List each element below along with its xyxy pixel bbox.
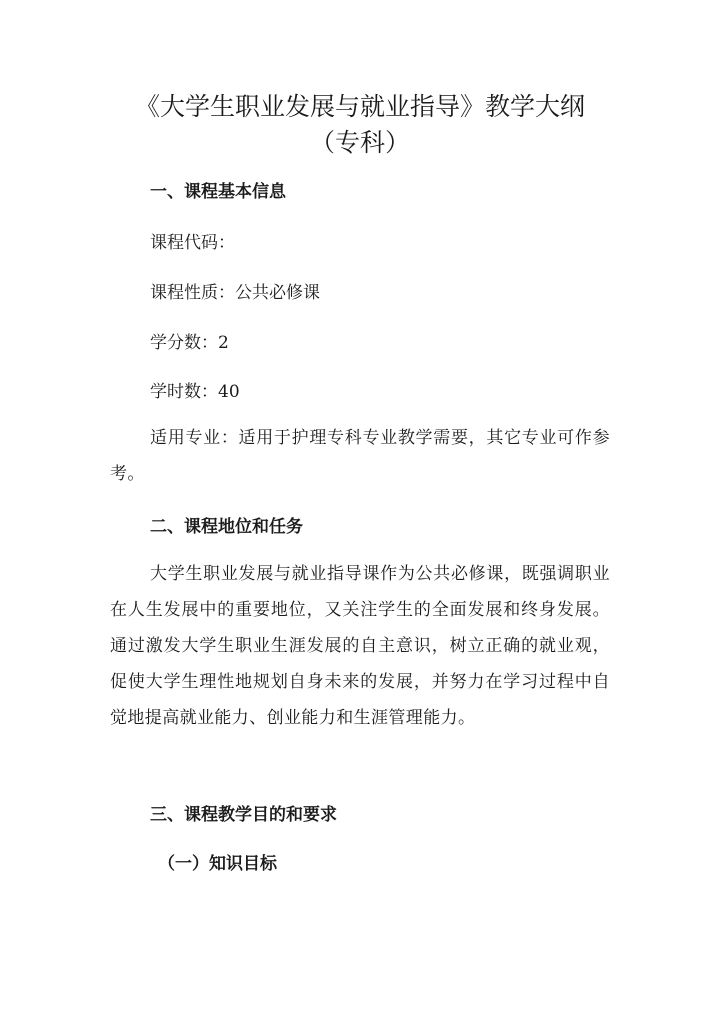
course-nature-line: 课程性质：公共必修课 (150, 283, 320, 303)
section-heading-status-tasks: 二、课程地位和任务 (150, 517, 303, 537)
section-heading-basic-info: 一、课程基本信息 (150, 182, 286, 202)
status-tasks-paragraph: 大学生职业发展与就业指导课作为公共必修课，既强调职业在人生发展中的重要地位，又关注学生的全面发展和终身发展。通过激发大学生职业生涯发展的自主意识，树立正确的就业观，促使大学生理性地规划自身未来的发展，并努力在学习过程中自觉地提高就业能力、创业能力和生涯管理能力。 (110, 564, 610, 728)
section-heading-objectives: 三、课程教学目的和要求 (150, 805, 337, 825)
sub-heading-knowledge-goals: （一）知识目标 (158, 854, 277, 874)
applicable-major-paragraph: 适用专业：适用于护理专科专业教学需要，其它专业可作参考。 (110, 428, 610, 484)
document-subtitle: （专科） (309, 128, 410, 157)
course-code-line: 课程代码： (150, 233, 235, 253)
credits-line: 学分数：2 (150, 333, 229, 353)
document-title: 《大学生职业发展与就业指导》教学大纲 (134, 92, 585, 121)
hours-line: 学时数：40 (150, 382, 240, 402)
